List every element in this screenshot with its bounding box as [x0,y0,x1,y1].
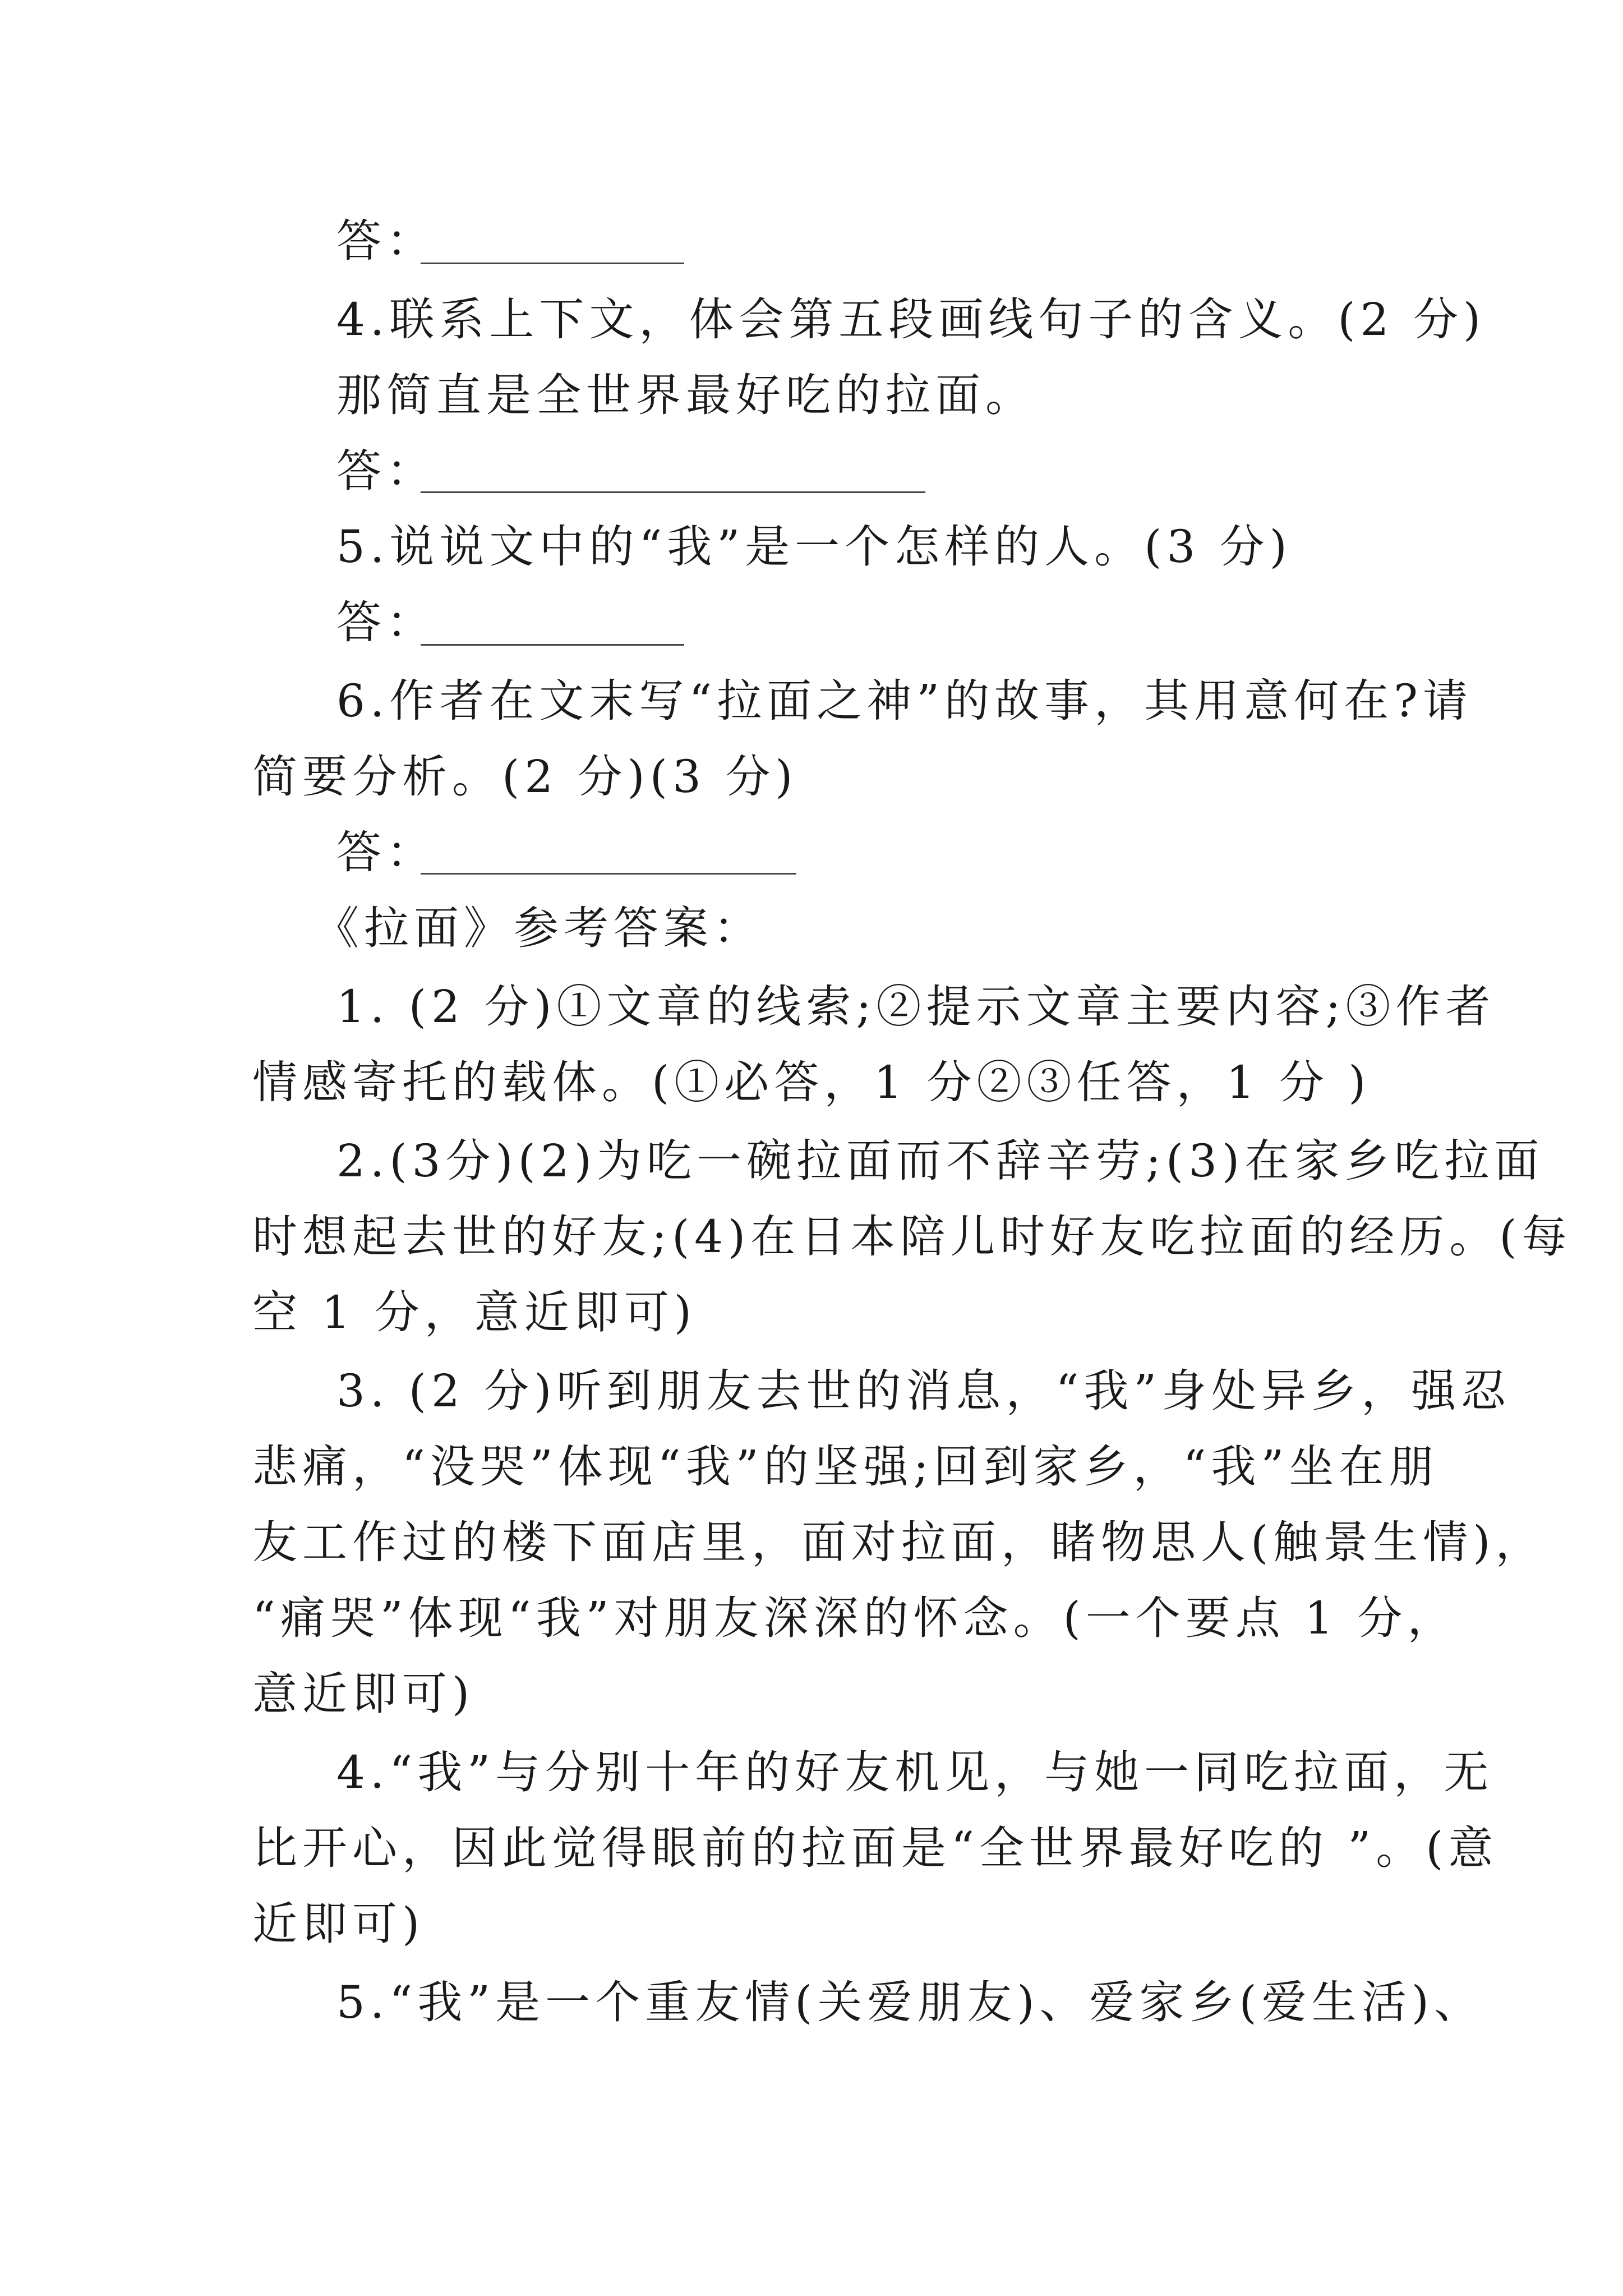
answer-3: 3. (2 分)听到朋友去世的消息，“我”身处异乡，强忍 [336,1365,1511,1417]
question-6: 6.作者在文末写“拉面之神”的故事，其用意何在?请 [336,675,1473,727]
answer-label: 答： [336,215,436,267]
answer-key-heading: 《拉面》参考答案： [314,902,763,954]
answer-3-continued: 意近即可) [252,1668,475,1720]
answer-2: 2.(3分)(2)为吃一碗拉面而不辞辛劳;(3)在家乡吃拉面 [336,1135,1544,1187]
answer-3-continued: “痛哭”体现“我”对朋友深深的怀念。(一个要点 1 分， [252,1592,1458,1644]
answer-3-continued: 悲痛，“没哭”体现“我”的坚强;回到家乡，“我”坐在朋 [252,1441,1439,1493]
quoted-sentence: 那简直是全世界最好吃的拉面。 [336,369,1035,421]
answer-4-continued: 比开心，因此觉得眼前的拉面是“全世界最好吃的 ”。(意 [252,1822,1498,1874]
answer-2-continued: 空 1 分，意近即可) [252,1286,697,1338]
answer-blank-line[interactable] [421,491,925,493]
question-5: 5.说说文中的“我”是一个怎样的人。(3 分) [336,521,1292,573]
answer-label: 答： [336,445,436,497]
answer-label: 答： [336,596,436,648]
answer-4-continued: 近即可) [252,1898,425,1950]
answer-blank-line[interactable] [421,873,796,875]
answer-label: 答： [336,826,436,878]
answer-3-continued: 友工作过的楼下面店里，面对拉面，睹物思人(触景生情)， [252,1516,1546,1568]
answer-blank-line[interactable] [421,644,684,646]
answer-1-continued: 情感寄托的载体。(①必答，1 分②③任答，1 分 ) [252,1056,1371,1108]
answer-2-continued: 时想起去世的好友;(4)在日本陪儿时好友吃拉面的经历。(每 [252,1211,1572,1263]
question-4: 4.联系上下文，体会第五段画线句子的含义。(2 分) [336,293,1486,346]
answer-5: 5.“我”是一个重友情(关爱朋友)、爱家乡(爱生活)、 [336,1976,1484,2028]
question-6-continued: 简要分析。(2 分)(3 分) [252,751,798,803]
answer-blank-line[interactable] [421,263,684,264]
answer-1: 1. (2 分)①文章的线索;②提示文章主要内容;③作者 [336,981,1496,1033]
answer-4: 4.“我”与分别十年的好友机见，与她一同吃拉面，无 [336,1746,1494,1798]
